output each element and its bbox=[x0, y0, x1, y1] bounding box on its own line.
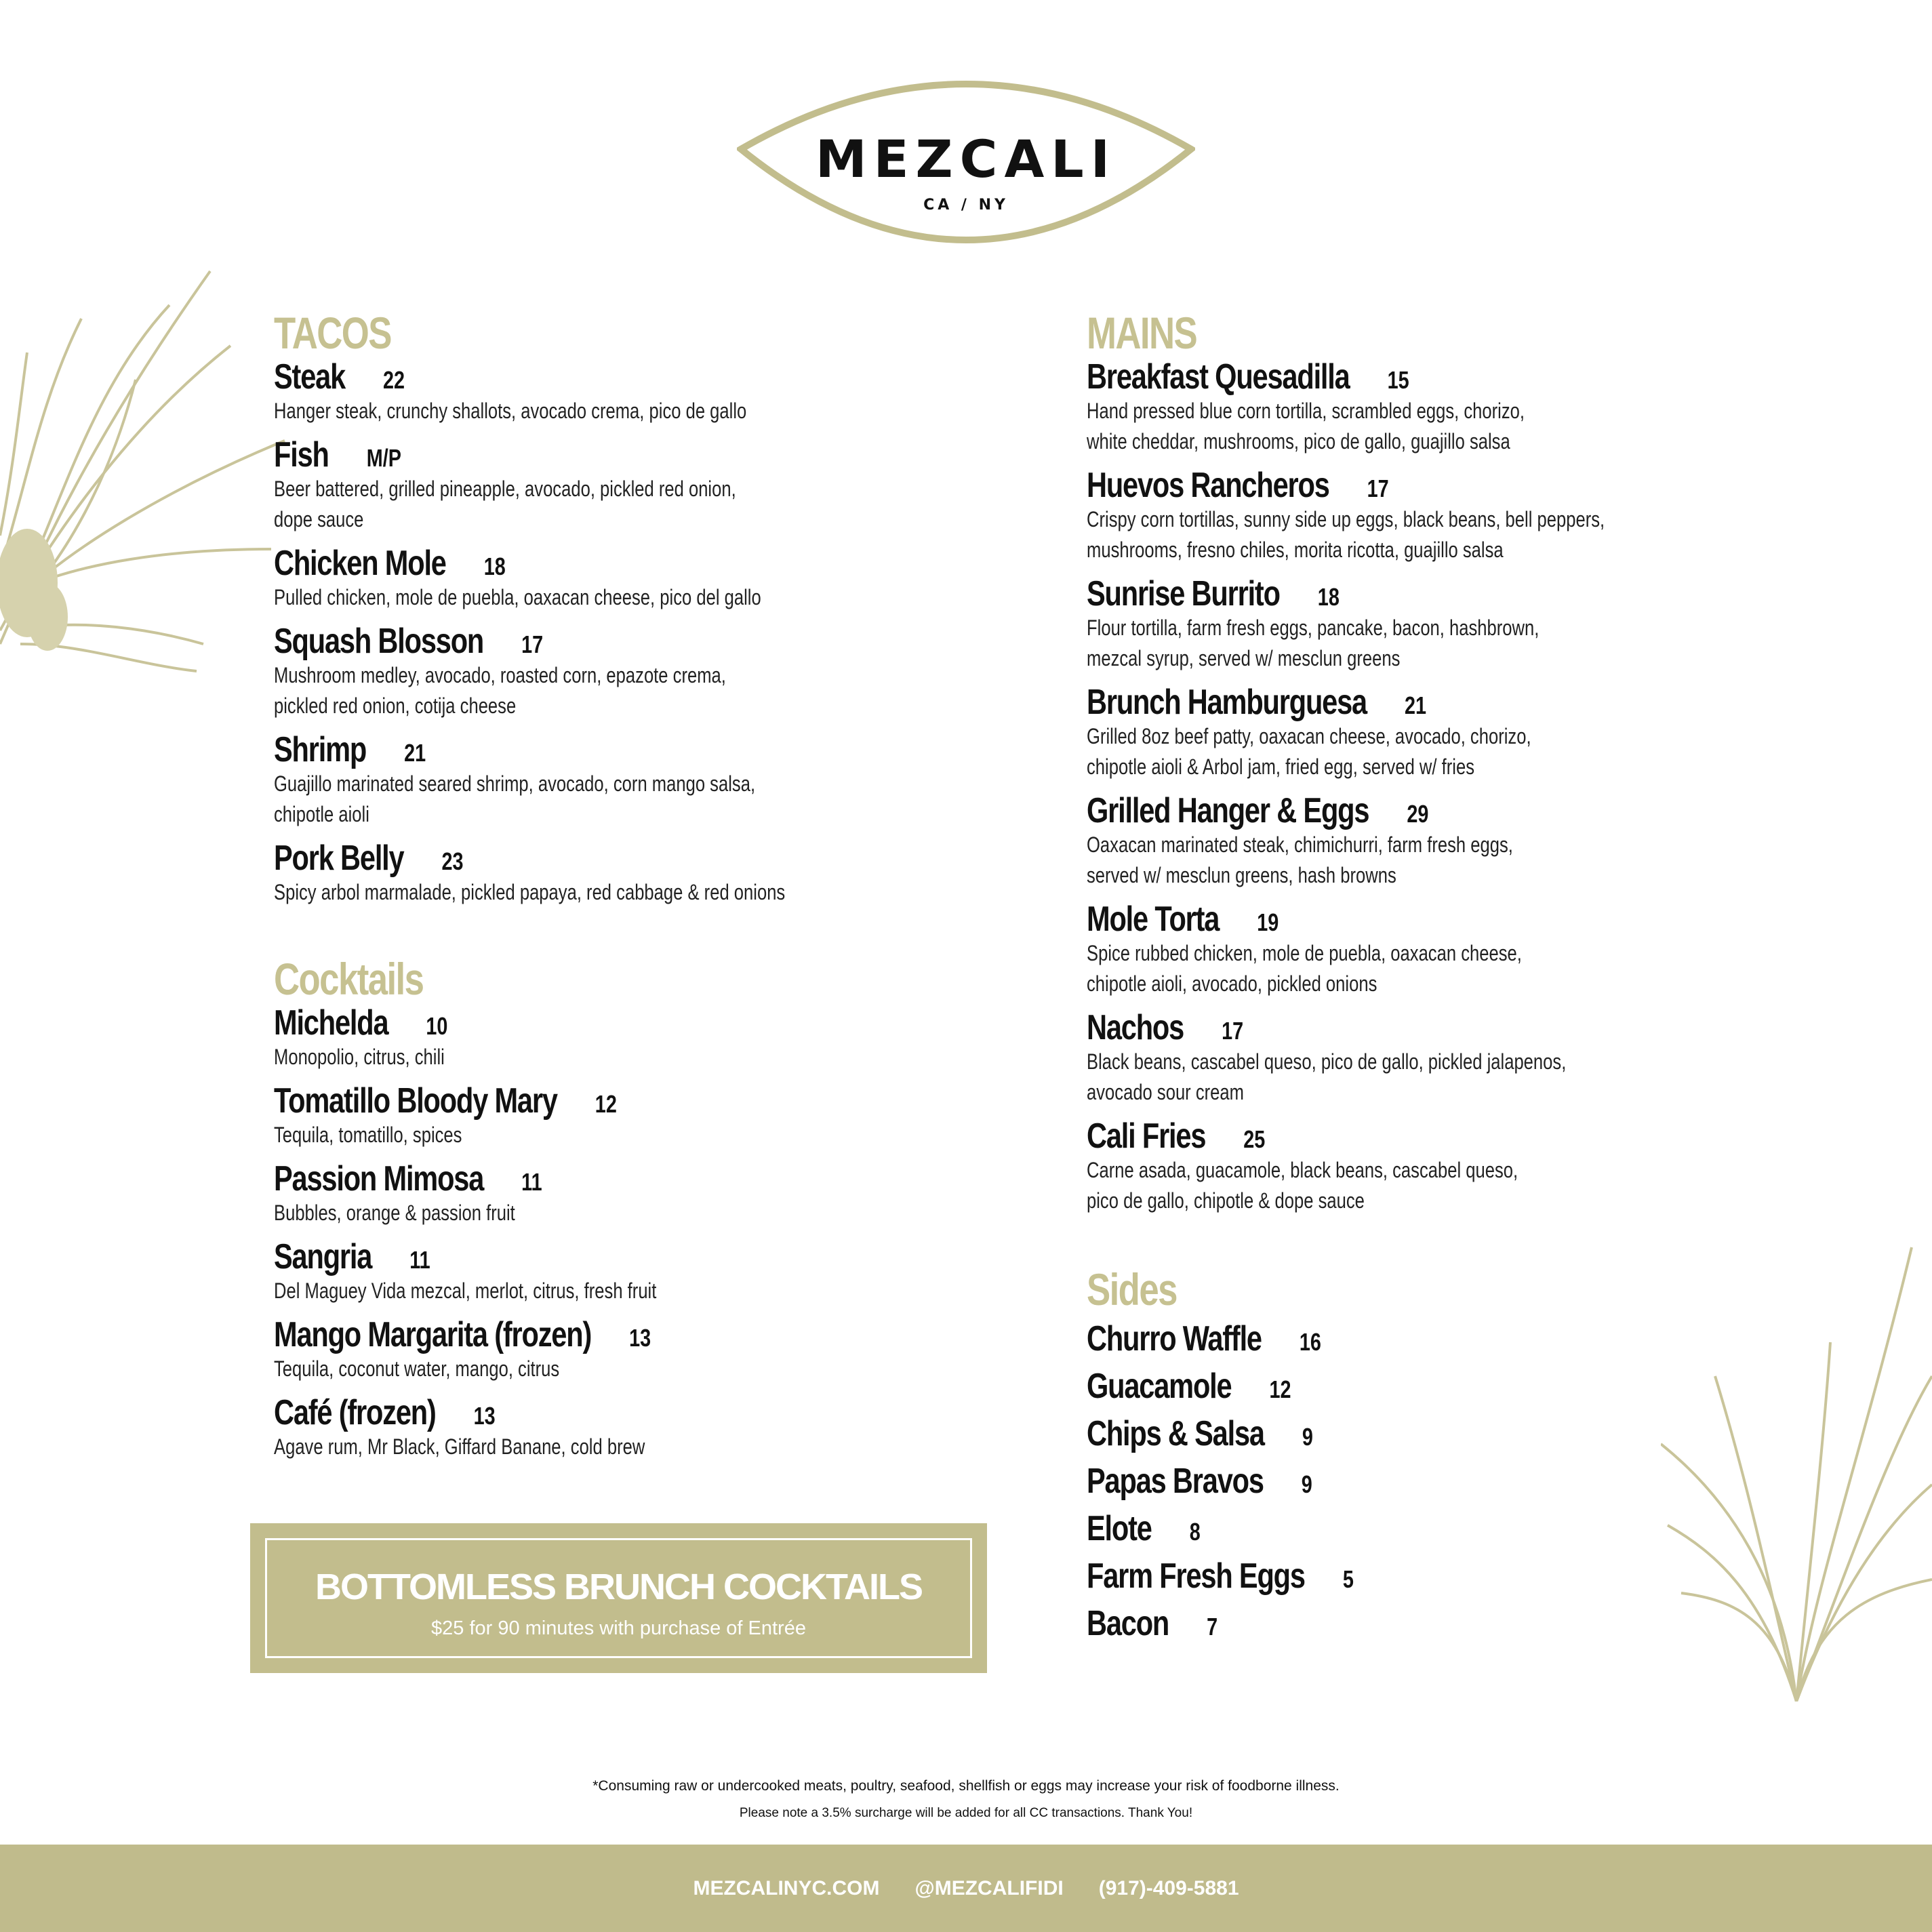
menu-item bbox=[1087, 467, 1765, 565]
mains-section bbox=[1087, 308, 1765, 1226]
item-name: Elote bbox=[1087, 1509, 1152, 1548]
item-name: Guacamole bbox=[1087, 1367, 1232, 1406]
sides-section bbox=[1087, 1265, 1765, 1647]
item-name: Steak bbox=[274, 357, 346, 397]
item-name: Papas Bravos bbox=[1087, 1462, 1264, 1501]
item-price: 13 bbox=[473, 1402, 496, 1430]
cocktails-section bbox=[274, 954, 952, 1472]
item-name-row bbox=[274, 1005, 952, 1042]
item-price: 13 bbox=[629, 1324, 651, 1352]
menu-item bbox=[274, 840, 952, 908]
item-name: Breakfast Quesadilla bbox=[1087, 357, 1350, 397]
item-name: Tomatillo Bloody Mary bbox=[274, 1081, 557, 1121]
item-name: Bacon bbox=[1087, 1604, 1169, 1643]
website-link[interactable]: MEZCALINYC.COM bbox=[693, 1876, 880, 1899]
menu-item bbox=[1087, 1600, 1765, 1647]
item-name: Fish bbox=[274, 435, 329, 475]
item-description: pickled red onion, cotija cheese bbox=[274, 693, 517, 718]
item-description: Grilled 8oz beef patty, oaxacan cheese, avocado, chorizo, bbox=[1087, 724, 1531, 748]
logo-location: CA / NY bbox=[923, 197, 1009, 214]
item-price: 12 bbox=[1269, 1375, 1291, 1403]
item-name: Mango Margarita (frozen) bbox=[274, 1315, 592, 1354]
item-price: 9 bbox=[1302, 1423, 1313, 1451]
item-description: Beer battered, grilled pineapple, avocado, pickled red onion, bbox=[274, 477, 736, 501]
tacos-section bbox=[274, 308, 952, 918]
menu-item bbox=[1087, 1315, 1765, 1363]
item-name-row bbox=[274, 359, 952, 396]
item-description: avocado sour cream bbox=[1087, 1080, 1244, 1104]
item-description: Tequila, coconut water, mango, citrus bbox=[274, 1356, 560, 1381]
item-description: chipotle aioli bbox=[274, 802, 369, 826]
item-price: 19 bbox=[1257, 908, 1279, 936]
promo-subtitle: $25 for 90 minutes with purchase of Entrée bbox=[431, 1617, 806, 1639]
item-description: Flour tortilla, farm fresh eggs, pancake, bacon, hashbrown, bbox=[1087, 616, 1539, 640]
item-description: Del Maguey Vida mezcal, merlot, citrus, fresh fruit bbox=[274, 1279, 657, 1303]
menu-item bbox=[274, 1239, 952, 1306]
item-description: Monopolio, citrus, chili bbox=[274, 1045, 445, 1069]
menu-item bbox=[274, 623, 952, 721]
menu-item bbox=[274, 1161, 952, 1228]
item-name-row bbox=[1087, 792, 1765, 830]
item-name-row bbox=[1087, 467, 1765, 504]
item-name-row bbox=[274, 1161, 952, 1198]
item-price: 9 bbox=[1301, 1470, 1312, 1498]
item-description: Hand pressed blue corn tortilla, scrambled eggs, chorizo, bbox=[1087, 399, 1525, 423]
item-description: chipotle aioli & Arbol jam, fried egg, served w/ fries bbox=[1087, 754, 1474, 779]
footer bbox=[0, 1845, 1932, 1932]
item-price: 25 bbox=[1243, 1125, 1266, 1153]
item-name: Sunrise Burrito bbox=[1087, 574, 1280, 613]
item-name: Café (frozen) bbox=[274, 1393, 436, 1432]
item-price: 12 bbox=[595, 1090, 617, 1118]
phone-number[interactable]: (917)-409-5881 bbox=[1098, 1876, 1239, 1899]
menu-item bbox=[1087, 576, 1765, 674]
item-price: 16 bbox=[1299, 1328, 1321, 1356]
menu-item bbox=[274, 359, 952, 426]
item-description: Spice rubbed chicken, mole de puebla, oaxacan cheese, bbox=[1087, 941, 1522, 965]
agave-illustration-left bbox=[0, 264, 298, 678]
item-price: M/P bbox=[366, 444, 401, 472]
item-name: Farm Fresh Eggs bbox=[1087, 1556, 1305, 1596]
item-description: mezcal syrup, served w/ mesclun greens bbox=[1087, 646, 1401, 670]
item-description: white cheddar, mushrooms, pico de gallo, guajillo salsa bbox=[1087, 429, 1510, 454]
item-description: Oaxacan marinated steak, chimichurri, farm fresh eggs, bbox=[1087, 832, 1513, 857]
menu-item bbox=[274, 1005, 952, 1072]
item-name-row bbox=[1087, 359, 1765, 396]
menu-item bbox=[1087, 684, 1765, 782]
item-price: 21 bbox=[404, 739, 426, 767]
item-name: Huevos Rancheros bbox=[1087, 466, 1329, 505]
bottomless-brunch-banner bbox=[250, 1523, 987, 1673]
item-name-row bbox=[1087, 684, 1765, 721]
menu-item bbox=[274, 731, 952, 830]
item-name: Churro Waffle bbox=[1087, 1319, 1262, 1359]
menu-item bbox=[1087, 1457, 1765, 1505]
item-description: mushrooms, fresno chiles, morita ricotta, guajillo salsa bbox=[1087, 538, 1504, 562]
menu-item bbox=[274, 437, 952, 535]
menu-item bbox=[274, 1083, 952, 1150]
item-name: Shrimp bbox=[274, 730, 367, 769]
item-price: 17 bbox=[521, 630, 544, 658]
section-title: Cocktails bbox=[274, 954, 424, 1004]
item-description: pico de gallo, chipotle & dope sauce bbox=[1087, 1188, 1365, 1213]
item-name: Sangria bbox=[274, 1237, 372, 1276]
item-name: Brunch Hamburguesa bbox=[1087, 683, 1367, 722]
item-price: 22 bbox=[383, 366, 405, 394]
item-price: 29 bbox=[1407, 800, 1429, 828]
item-name: Pork Belly bbox=[274, 839, 404, 878]
item-description: Guajillo marinated seared shrimp, avocado, corn mango salsa, bbox=[274, 771, 756, 796]
item-price: 21 bbox=[1404, 691, 1427, 719]
menu-item bbox=[1087, 1505, 1765, 1552]
menu-item bbox=[274, 1316, 952, 1384]
item-name: Squash Blosson bbox=[274, 622, 484, 661]
item-name: Michelda bbox=[274, 1003, 388, 1043]
section-title: Sides bbox=[1087, 1264, 1177, 1314]
menu-item bbox=[1087, 1363, 1765, 1410]
promo-title: BOTTOMLESS BRUNCH COCKTAILS bbox=[315, 1567, 922, 1607]
item-name-row bbox=[274, 1239, 952, 1276]
surcharge-note: Please note a 3.5% surcharge will be added for all CC transactions. Thank You! bbox=[739, 1806, 1193, 1820]
item-price: 8 bbox=[1189, 1518, 1201, 1546]
item-price: 7 bbox=[1207, 1613, 1218, 1641]
item-name-row bbox=[1087, 576, 1765, 613]
logo bbox=[737, 80, 1195, 253]
item-description: Carne asada, guacamole, black beans, cascabel queso, bbox=[1087, 1158, 1518, 1182]
item-description: Black beans, cascabel queso, pico de gallo, pickled jalapenos, bbox=[1087, 1049, 1567, 1074]
menu-item bbox=[1087, 1118, 1765, 1216]
food-safety-disclaimer: *Consuming raw or undercooked meats, poultry, seafood, shellfish or eggs may increase your risk of foodborne illness. bbox=[592, 1778, 1340, 1794]
social-handle-link[interactable]: @MEZCALIFIDI bbox=[914, 1876, 1064, 1899]
menu-item bbox=[274, 545, 952, 613]
item-price: 11 bbox=[409, 1246, 430, 1274]
menu-item bbox=[1087, 359, 1765, 457]
item-name-row bbox=[274, 1316, 952, 1354]
menu-item bbox=[1087, 1009, 1765, 1108]
item-description: Spicy arbol marmalade, pickled papaya, red cabbage & red onions bbox=[274, 880, 786, 904]
item-description: Agave rum, Mr Black, Giffard Banane, cold brew bbox=[274, 1434, 645, 1459]
menu-item bbox=[274, 1394, 952, 1462]
item-name: Cali Fries bbox=[1087, 1116, 1206, 1156]
item-name: Grilled Hanger & Eggs bbox=[1087, 791, 1369, 830]
item-description: served w/ mesclun greens, hash browns bbox=[1087, 863, 1396, 887]
item-name-row bbox=[274, 1394, 952, 1432]
menu-item bbox=[1087, 1552, 1765, 1600]
item-description: Crispy corn tortillas, sunny side up eggs, black beans, bell peppers, bbox=[1087, 507, 1605, 531]
item-price: 23 bbox=[441, 847, 464, 875]
item-name-row bbox=[1087, 1009, 1765, 1047]
item-name-row bbox=[274, 731, 952, 769]
item-name-row bbox=[274, 437, 952, 474]
item-price: 11 bbox=[521, 1168, 542, 1196]
item-description: Hanger steak, crunchy shallots, avocado crema, pico de gallo bbox=[274, 399, 747, 423]
menu-item bbox=[1087, 792, 1765, 891]
item-price: 18 bbox=[1317, 583, 1340, 611]
item-name: Nachos bbox=[1087, 1008, 1184, 1047]
item-name-row bbox=[274, 623, 952, 660]
item-name-row bbox=[274, 545, 952, 582]
item-description: chipotle aioli, avocado, pickled onions bbox=[1087, 971, 1377, 996]
item-description: Mushroom medley, avocado, roasted corn, epazote crema, bbox=[274, 663, 726, 687]
item-description: dope sauce bbox=[274, 507, 364, 531]
section-title: MAINS bbox=[1087, 308, 1197, 358]
item-name-row bbox=[274, 1083, 952, 1120]
item-name: Chicken Mole bbox=[274, 544, 446, 583]
item-name: Passion Mimosa bbox=[274, 1159, 484, 1199]
item-price: 17 bbox=[1222, 1017, 1244, 1045]
item-description: Pulled chicken, mole de puebla, oaxacan cheese, pico del gallo bbox=[274, 585, 761, 609]
item-description: Bubbles, orange & passion fruit bbox=[274, 1201, 515, 1225]
item-price: 17 bbox=[1367, 475, 1389, 502]
item-name: Mole Torta bbox=[1087, 900, 1220, 939]
item-name-row bbox=[274, 840, 952, 877]
item-name-row bbox=[1087, 1118, 1765, 1155]
logo-name: MEZCALI bbox=[816, 129, 1116, 189]
item-description: Tequila, tomatillo, spices bbox=[274, 1123, 462, 1147]
item-price: 10 bbox=[426, 1012, 448, 1040]
section-title: TACOS bbox=[274, 308, 391, 358]
menu-item bbox=[1087, 1410, 1765, 1457]
item-name: Chips & Salsa bbox=[1087, 1414, 1264, 1453]
menu-item bbox=[1087, 901, 1765, 999]
item-name-row bbox=[1087, 901, 1765, 938]
item-price: 5 bbox=[1342, 1565, 1354, 1593]
item-price: 15 bbox=[1387, 366, 1409, 394]
item-price: 18 bbox=[483, 552, 506, 580]
